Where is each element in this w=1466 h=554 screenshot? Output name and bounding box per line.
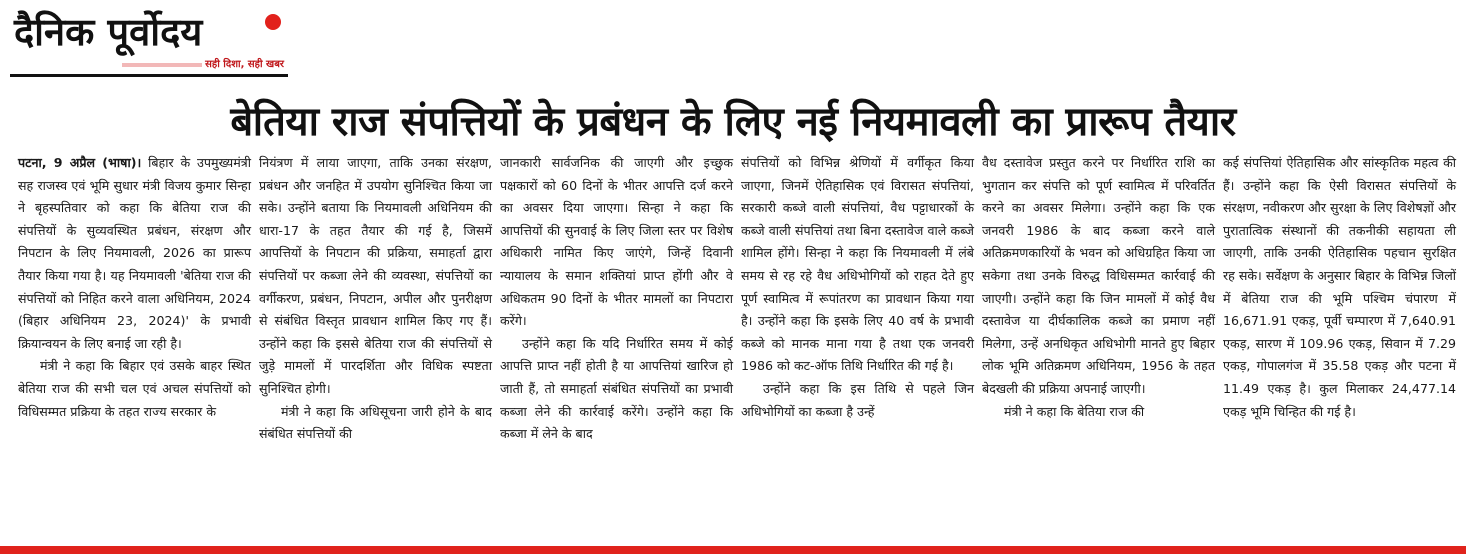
paragraph-text: बिहार के उपमुख्यमंत्री सह राजस्व एवं भूमि सुधार मंत्री विजय कुमार सिन्हा ने बृहस्पतिवार को कहा कि बेतिया राज की संपत्तियों के सुव्यवस्थित प्रबंधन, संरक्षण और निपटान के लिए नियमावली, 2026 का प्रारूप तैयार किया गया है। यह नियमावली 'बेतिया राज की संपत्तियों को निहित करने वाला अधिनियम, 2024 (बिहार अधिनियम 23, 2024)' के प्रभावी क्रियान्वयन के लिए बनाई जा रही है। [18, 155, 251, 351]
article-paragraph [741, 378, 974, 423]
article-paragraph [982, 401, 1215, 424]
article-paragraph [1223, 152, 1456, 423]
newspaper-logo: दैनिक पूर्वोदय [14, 10, 203, 54]
article-paragraph [18, 355, 251, 423]
article-paragraph [500, 152, 733, 333]
paragraph-text: नियंत्रण में लाया जाएगा, ताकि उनका संरक्षण, प्रबंधन और जनहित में उपयोग सुनिश्चित किया जा सके। उन्होंने बताया कि नियमावली अधिनियम की धारा-17 के तहत तैयार की गई है, जिसमें आपत्तियों के निपटान की प्रक्रिया, समाहर्ता द्वारा संपत्तियों पर कब्जा लेने की व्यवस्था, संपत्तियों का वर्गीकरण, प्रबंधन, निपटान, अपील और पुनरीक्षण से संबंधित विस्तृत प्रावधान शामिल किए गए हैं। उन्होंने कहा कि इससे बेतिया राज की संपत्तियों से जुड़े मामलों में पारदर्शिता और विधिक स्पष्टता सुनिश्चित होगी। [259, 155, 492, 396]
article-column-5 [978, 152, 1219, 532]
paragraph-text: संपत्तियों को विभिन्न श्रेणियों में वर्गीकृत किया जाएगा, जिनमें ऐतिहासिक एवं विरासत संपत्तियां, सरकारी कब्जे वाली संपत्तियां, वैध पट्टाधारकों के कब्जे वाली संपत्तियां तथा बिना दस्तावेज वाले कब्जे शामिल होंगे। सिन्हा ने कहा कि नियमावली में लंबे समय से रह रहे वैध अधिभोगियों को राहत देते हुए पूर्ण स्वामित्व में रूपांतरण का प्रावधान किया गया है। उन्होंने कहा कि इसके लिए 40 वर्ष के प्रभावी कब्जे को मानक माना गया है तथा एक जनवरी 1986 को कट-ऑफ तिथि निर्धारित की गई है। [741, 155, 974, 374]
masthead [10, 4, 288, 77]
paragraph-text: उन्होंने कहा कि यदि निर्धारित समय में कोई आपत्ति प्राप्त नहीं होती है या आपत्तियां खारिज हो जाती हैं, तो समाहर्ता संबंधित संपत्तियों का प्रभावी कब्जा लेने की कार्रवाई करेंगे। उन्होंने कहा कि कब्जा में लेने के बाद [500, 335, 733, 442]
paragraph-text: मंत्री ने कहा कि बेतिया राज की [1004, 403, 1145, 419]
paragraph-text: मंत्री ने कहा कि बिहार एवं उसके बाहर स्थित बेतिया राज की सभी चल एवं अचल संपत्तियों को विधिसम्मत प्रक्रिया के तहत राज्य सरकार के [18, 358, 251, 419]
article-column-1 [14, 152, 255, 532]
footer-bar [0, 546, 1466, 554]
paragraph-text: वैध दस्तावेज प्रस्तुत करने पर निर्धारित राशि का भुगतान कर संपत्ति को पूर्ण स्वामित्व में परिवर्तित करने का अवसर मिलेगा। उन्होंने कहा कि एक जनवरी 1986 के बाद कब्जा करने वाले अतिक्रमणकारियों के भवन को अधिग्रहित किया जा सकेगा तथा उनके विरुद्ध विधिसम्मत कार्रवाई की जाएगी। उन्होंने कहा कि जिन मामलों में कोई वैध दस्तावेज या दीर्घकालिक कब्जे का प्रमाण नहीं मिलेगा, उन्हें अनधिकृत अधिभोगी मानते हुए बिहार लोक भूमि अतिक्रमण अधिनियम, 1956 के तहत बेदखली की प्रक्रिया अपनाई जाएगी। [982, 155, 1215, 396]
article-paragraph [982, 152, 1215, 401]
article-paragraph [259, 401, 492, 446]
article-paragraph [500, 333, 733, 446]
paragraph-text: उन्होंने कहा कि इस तिथि से पहले जिन अधिभोगियों का कब्जा है उन्हें [741, 380, 974, 419]
article-headline: बेतिया राज संपत्तियों के प्रबंधन के लिए नई नियमावली का प्रारूप तैयार [230, 99, 1236, 145]
tagline: सही दिशा, सही खबर [205, 59, 284, 70]
tagline-decoration [122, 63, 202, 67]
paragraph-text: कई संपत्तियां ऐतिहासिक और सांस्कृतिक महत्व की हैं। उन्होंने कहा कि ऐसी विरासत संपत्तियों के संरक्षण, नवीकरण और सुरक्षा के लिए विशेषज्ञों और पुरातात्विक संस्थानों की तकनीकी सहायता ली जाएगी, ताकि उनकी ऐतिहासिक पहचान सुरक्षित रह सके। सर्वेक्षण के अनुसार बिहार के विभिन्न जिलों में बेतिया राज की भूमि पश्चिम चंपारण में 16,671.91 एकड़, पूर्वी चम्पारण में 7,640.91 एकड़, सारण में 109.96 एकड़, सिवान में 7.29 एकड़, गोपालगंज में 35.58 एकड़ और पटना में 11.49 एकड़ है। कुल मिलाकर 24,477.14 एकड़ भूमि चिन्हित की गई है। [1223, 155, 1456, 419]
article-paragraph [18, 152, 251, 355]
dateline: पटना, 9 अप्रैल (भाषा)। [18, 155, 142, 170]
article-column-6 [1219, 152, 1460, 532]
paragraph-text: जानकारी सार्वजनिक की जाएगी और इच्छुक पक्षकारों को 60 दिनों के भीतर आपत्ति दर्ज करने का अवसर दिया जाएगा। सिन्हा ने कहा कि आपत्तियों की सुनवाई के लिए जिला स्तर पर विशेष अधिकारी नामित किए जाएंगे, जिन्हें दिवानी न्यायालय के समान शक्तियां प्राप्त होंगी और वे अधिकतम 90 दिनों के भीतर मामलों का निपटारा करेंगे। [500, 155, 733, 329]
logo-dot-icon [265, 14, 281, 30]
article-paragraph [741, 152, 974, 378]
article-column-3 [496, 152, 737, 532]
article-paragraph [259, 152, 492, 401]
paragraph-text: मंत्री ने कहा कि अधिसूचना जारी होने के बाद संबंधित संपत्तियों की [259, 403, 492, 442]
article-column-2 [255, 152, 496, 532]
article-column-4 [737, 152, 978, 532]
article-body [14, 152, 1460, 532]
